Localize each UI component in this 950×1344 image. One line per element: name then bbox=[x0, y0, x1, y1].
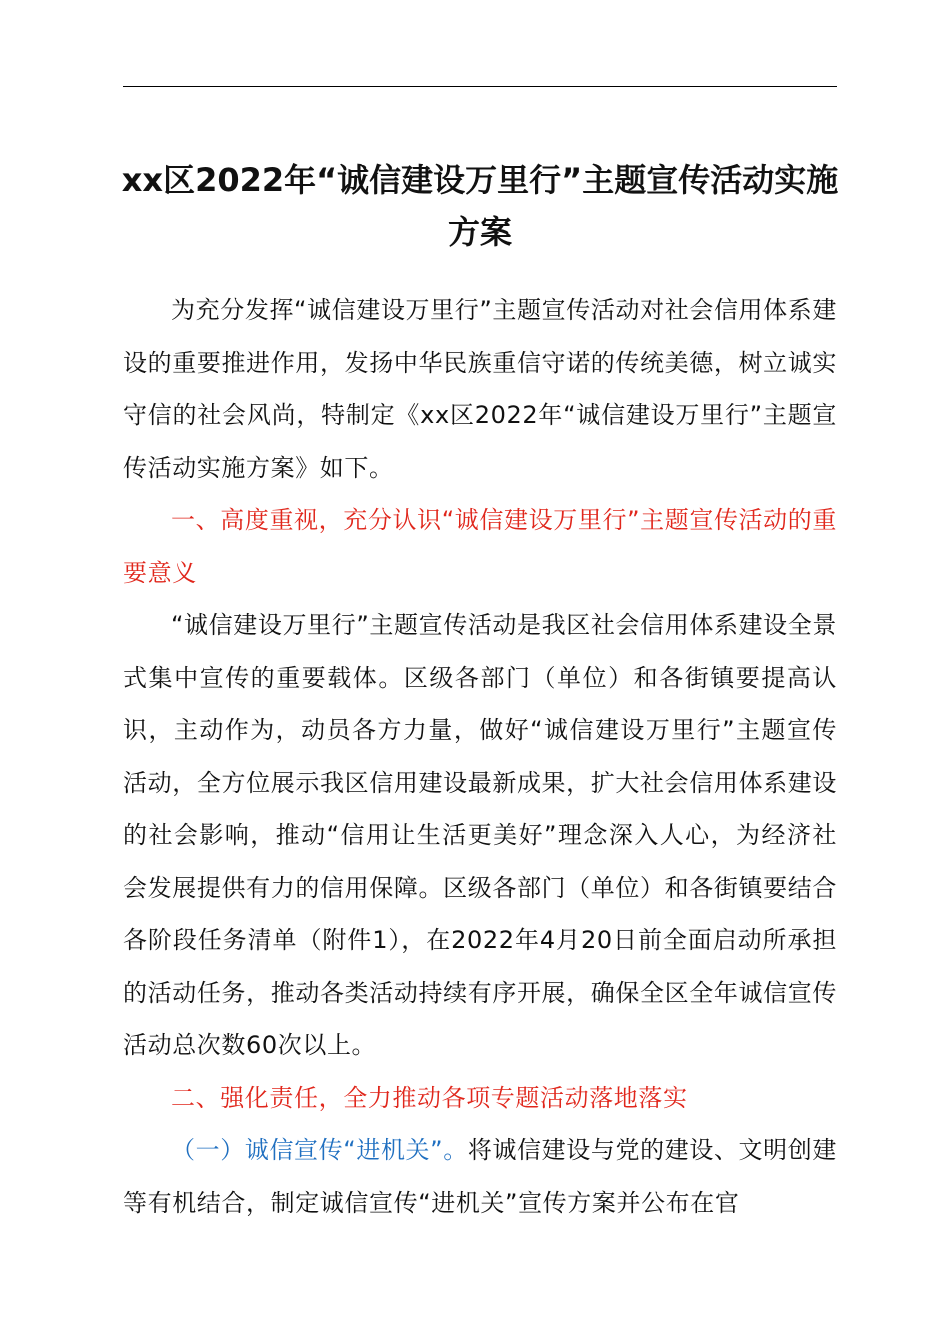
intro-paragraph: 为充分发挥“诚信建设万里行”主题宣传活动对社会信用体系建设的重要推进作用，发扬中华民族重信守诺的传统美德，树立诚实守信的社会风尚，特制定《xx区2022年“诚信建设万里行”主题宣传活动实施方案》如下。 bbox=[123, 296, 837, 482]
document-title: xx区2022年“诚信建设万里行”主题宣传活动实施方案 bbox=[121, 161, 839, 251]
section-2-item-1-paragraph bbox=[123, 1124, 837, 1229]
document-body bbox=[123, 284, 837, 1229]
section-2-item-1-text: 将诚信建设与党的建设、文明创建等有机结合，制定诚信宣传“进机关”宣传方案并公布在官 bbox=[123, 1136, 837, 1217]
section-1-heading: 一、高度重视，充分认识“诚信建设万里行”主题宣传活动的重要意义 bbox=[123, 506, 837, 587]
section-2-item-1-label: （一）诚信宣传“进机关”。 bbox=[171, 1136, 468, 1164]
header-rule bbox=[123, 86, 837, 87]
section-2-heading: 二、强化责任，全力推动各项专题活动落地落实 bbox=[171, 1083, 688, 1112]
section-1-paragraph: “诚信建设万里行”主题宣传活动是我区社会信用体系建设全景式集中宣传的重要载体。区级各部门（单位）和各街镇要提高认识，主动作为，动员各方力量，做好“诚信建设万里行”主题宣传活动，全方位展示我区信用建设最新成果，扩大社会信用体系建设的社会影响，推动“信用让生活更美好”理念深入人心，为经济社会发展提供有力的信用保障。区级各部门（单位）和各街镇要结合各阶段任务清单（附件1），在2022年4月20日前全面启动所承担的活动任务，推动各类活动持续有序开展，确保全区全年诚信宣传活动总次数60次以上。 bbox=[123, 611, 837, 1059]
